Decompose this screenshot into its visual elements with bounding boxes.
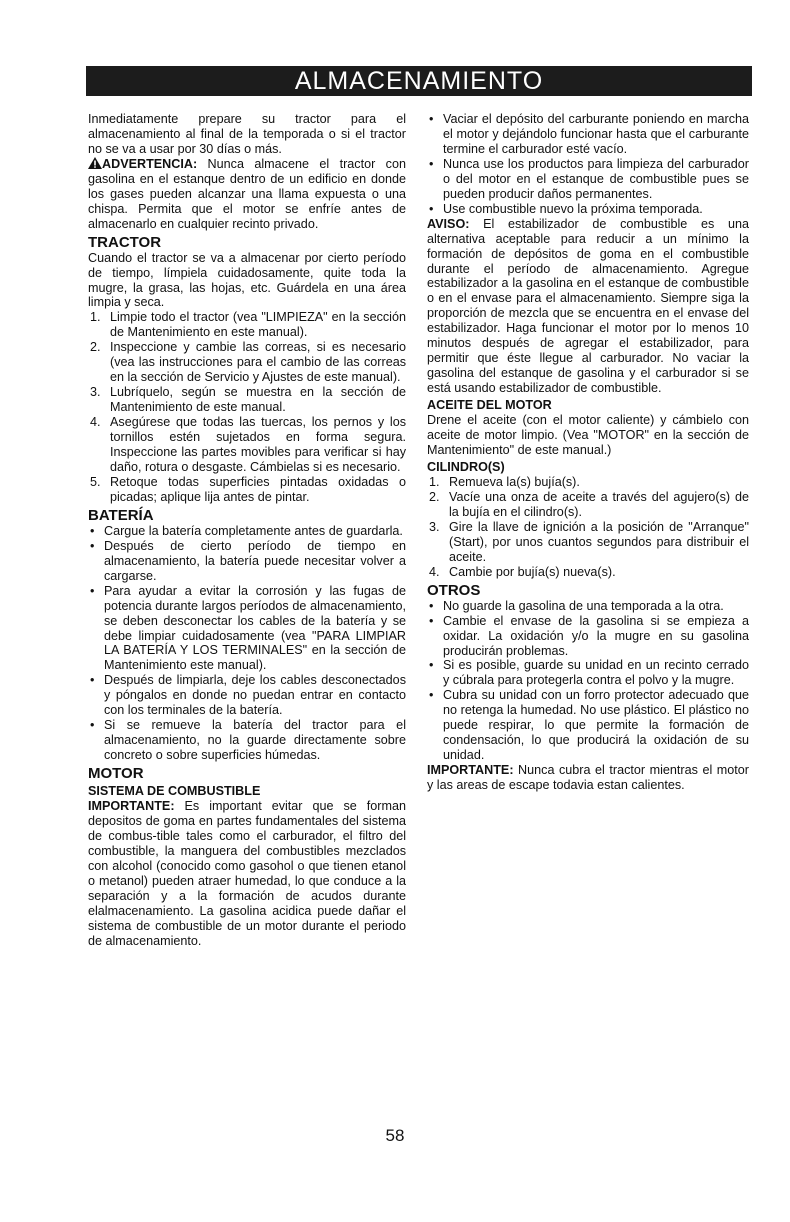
list-item: • Si se remueve la batería del tractor para el almacenamiento, no la guarde directamente sobre concreto o sobre superficies húmedas. (90, 718, 406, 763)
importante-paragraph: IMPORTANTE: Nunca cubra el tractor mientras el motor y las areas de escape todavia estan calientes. (427, 763, 749, 793)
page-number: 58 (385, 1126, 405, 1145)
fuel-bullets (427, 112, 749, 217)
intro-paragraph: Inmediatamente prepare su tractor para el almacenamiento al final de la temporada o si el tractor no se va a usar por 30 días o más. (88, 112, 406, 156)
right-column (427, 112, 749, 793)
list-item: 2. Vacíe una onza de aceite a través del agujero(s) de la bujía en el cilindro(s). (429, 489, 749, 519)
list-item: • Después de cierto período de tiempo en almacenamiento, la batería puede necesitar volver a cargarse. (90, 538, 406, 583)
aceite-paragraph: Drene el aceite (con el motor caliente) y cámbielo con aceite de motor limpio. (Vea "MOTOR" en la sección de Mantenimiento" de este manual.) (427, 413, 749, 458)
list-item: • Cambie el envase de la gasolina si se empieza a oxidar. La oxidación y/o la mugre en su gasolina producirán problemas. (429, 613, 749, 658)
list-item: 1. Remueva la(s) bujía(s). (429, 474, 580, 489)
otros-bullets (427, 599, 749, 763)
list-item: 4. Asegúrese que todas las tuercas, los pernos y los tornillos estén sujetados en forma segura. Inspeccione las partes movibles para verificar si hay daño, rotura o desgaste. Cámbielas si es necesario. (90, 415, 406, 474)
aviso-paragraph: AVISO: El estabilizador de combustible es una alternativa aceptable para reducir a un mínimo la formación de depósitos de goma en el combustible durante el período de almacenamiento. Agregue estabilizador a la gasolina en el estanque de combustible o en el envase para el almacenamiento. Siempre siga la proporción de mezcla que se encuentra en el envase del estabilizador. Haga funcionar el motor por lo menos 10 minutos después de agregar el estabilizador, para permitir que éste llegue al carburador. No vaciar la gasolina del estanque de gasolina y el carburador si se está usando estabilizador de combustible. (427, 216, 749, 396)
list-item: • Use combustible nuevo la próxima temporada. (429, 201, 703, 216)
list-item: • No guarde la gasolina de una temporada a la otra. (429, 598, 724, 613)
left-column (88, 112, 406, 949)
list-item: 1. Limpie todo el tractor (vea "LIMPIEZA" en la sección de Mantenimiento en este manual). (90, 310, 406, 340)
list-item: • Nunca use los productos para limpieza del carburador o del motor en el estanque de combustible pues se pueden producir daños permanentes. (429, 156, 749, 201)
list-item: 4. Cambie por bujía(s) nueva(s). (429, 564, 616, 579)
motor-heading: MOTOR (88, 765, 144, 783)
tractor-intro: Cuando el tractor se va a almacenar por cierto período de tiempo, límpiela cuidadosamente, quite toda la mugre, la grasa, las hojas, etc. Guárdela en una área limpia y seca. (88, 250, 406, 310)
list-item: • Vaciar el depósito del carburante poniendo en marcha el motor y dejándolo funcionar hasta que el carburante termine el carburador esté vacío. (429, 112, 749, 156)
bateria-bullets (88, 524, 406, 763)
list-item: • Para ayudar a evitar la corrosión y las fugas de potencia durante largos períodos de almacenamiento, se deben desconectar los cables de la batería y se debe limpiar cuidadosamente (vea "PARA LIMPIAR LA BATERÍA Y LOS TERMINALES" en la sección de Mantenimiento este manual). (90, 583, 406, 673)
tractor-heading: TRACTOR (88, 233, 162, 251)
list-item: 2. Inspeccione y cambie las correas, si es necesario (vea las instrucciones para el cambio de las correas en la sección de Servicio y Ajustes de este manual). (90, 340, 406, 385)
combustible-paragraph: IMPORTANTE: Es important evitar que se forman depositos de goma en partes fundamentales del sistema de combus-tible tales como el carburador, el filtro del combustible, la manguera del combustibles mezclados con alcohol (conocido como gasohol o que tienen etanol o metanol) pueden atraer humedad, lo que conduce a la separación y a la formación de acudos durante elalmacenamiento. La gasolina acidica puede dañar el sistema de combustible de un motor durante el periodo de almacenamiento. (88, 799, 406, 948)
list-item: • Si es posible, guarde su unidad en un recinto cerrado y cúbrala para protegerla contra el polvo y la mugre. (429, 658, 749, 688)
warning-paragraph (88, 157, 406, 232)
warning-triangle-icon (88, 157, 102, 169)
bateria-heading: BATERÍA (88, 506, 154, 524)
list-item: • Cubra su unidad con un forro protector adecuado que no retenga la humedad. No use plástico. El plástico no puede respirar, lo que permite la formación de condensación, lo que producirá la oxidación de su unidad. (429, 688, 749, 763)
tractor-steps (88, 310, 406, 504)
list-item: 3. Lubríquelo, según se muestra en la sección de Mantenimiento de este manual. (90, 385, 406, 415)
cilindro-steps (427, 475, 749, 580)
page-title: ALMACENAMIENTO (86, 66, 752, 96)
cilindro-heading: CILINDRO(S) (427, 459, 505, 474)
warning-text: Nunca almacene el tractor con gasolina en el estanque dentro de un edificio en donde los gases pueden alcanzar una llama expuesta o una chispa. Permita que el motor se enfríe antes de almacenarlo en cualquier recinto privado. (88, 156, 406, 231)
list-item: 3. Gire la llave de ignición a la posición de "Arranque" (Start), por unos cuantos segundos para distribuir el aceite. (429, 519, 749, 564)
combustible-heading: SISTEMA DE COMBUSTIBLE (88, 784, 261, 799)
aceite-heading: ACEITE DEL MOTOR (427, 398, 552, 413)
otros-heading: OTROS (427, 581, 481, 599)
list-item: • Cargue la batería completamente antes de guardarla. (90, 523, 403, 538)
warning-label: ADVERTENCIA: (102, 156, 198, 171)
list-item: 5. Retoque todas superficies pintadas oxidadas o picadas; aplique lija antes de pintar. (90, 474, 406, 504)
list-item: • Después de limpiarla, deje los cables desconectados y póngalos en donde no puedan entrar en contacto con los terminales de la batería. (90, 673, 406, 718)
